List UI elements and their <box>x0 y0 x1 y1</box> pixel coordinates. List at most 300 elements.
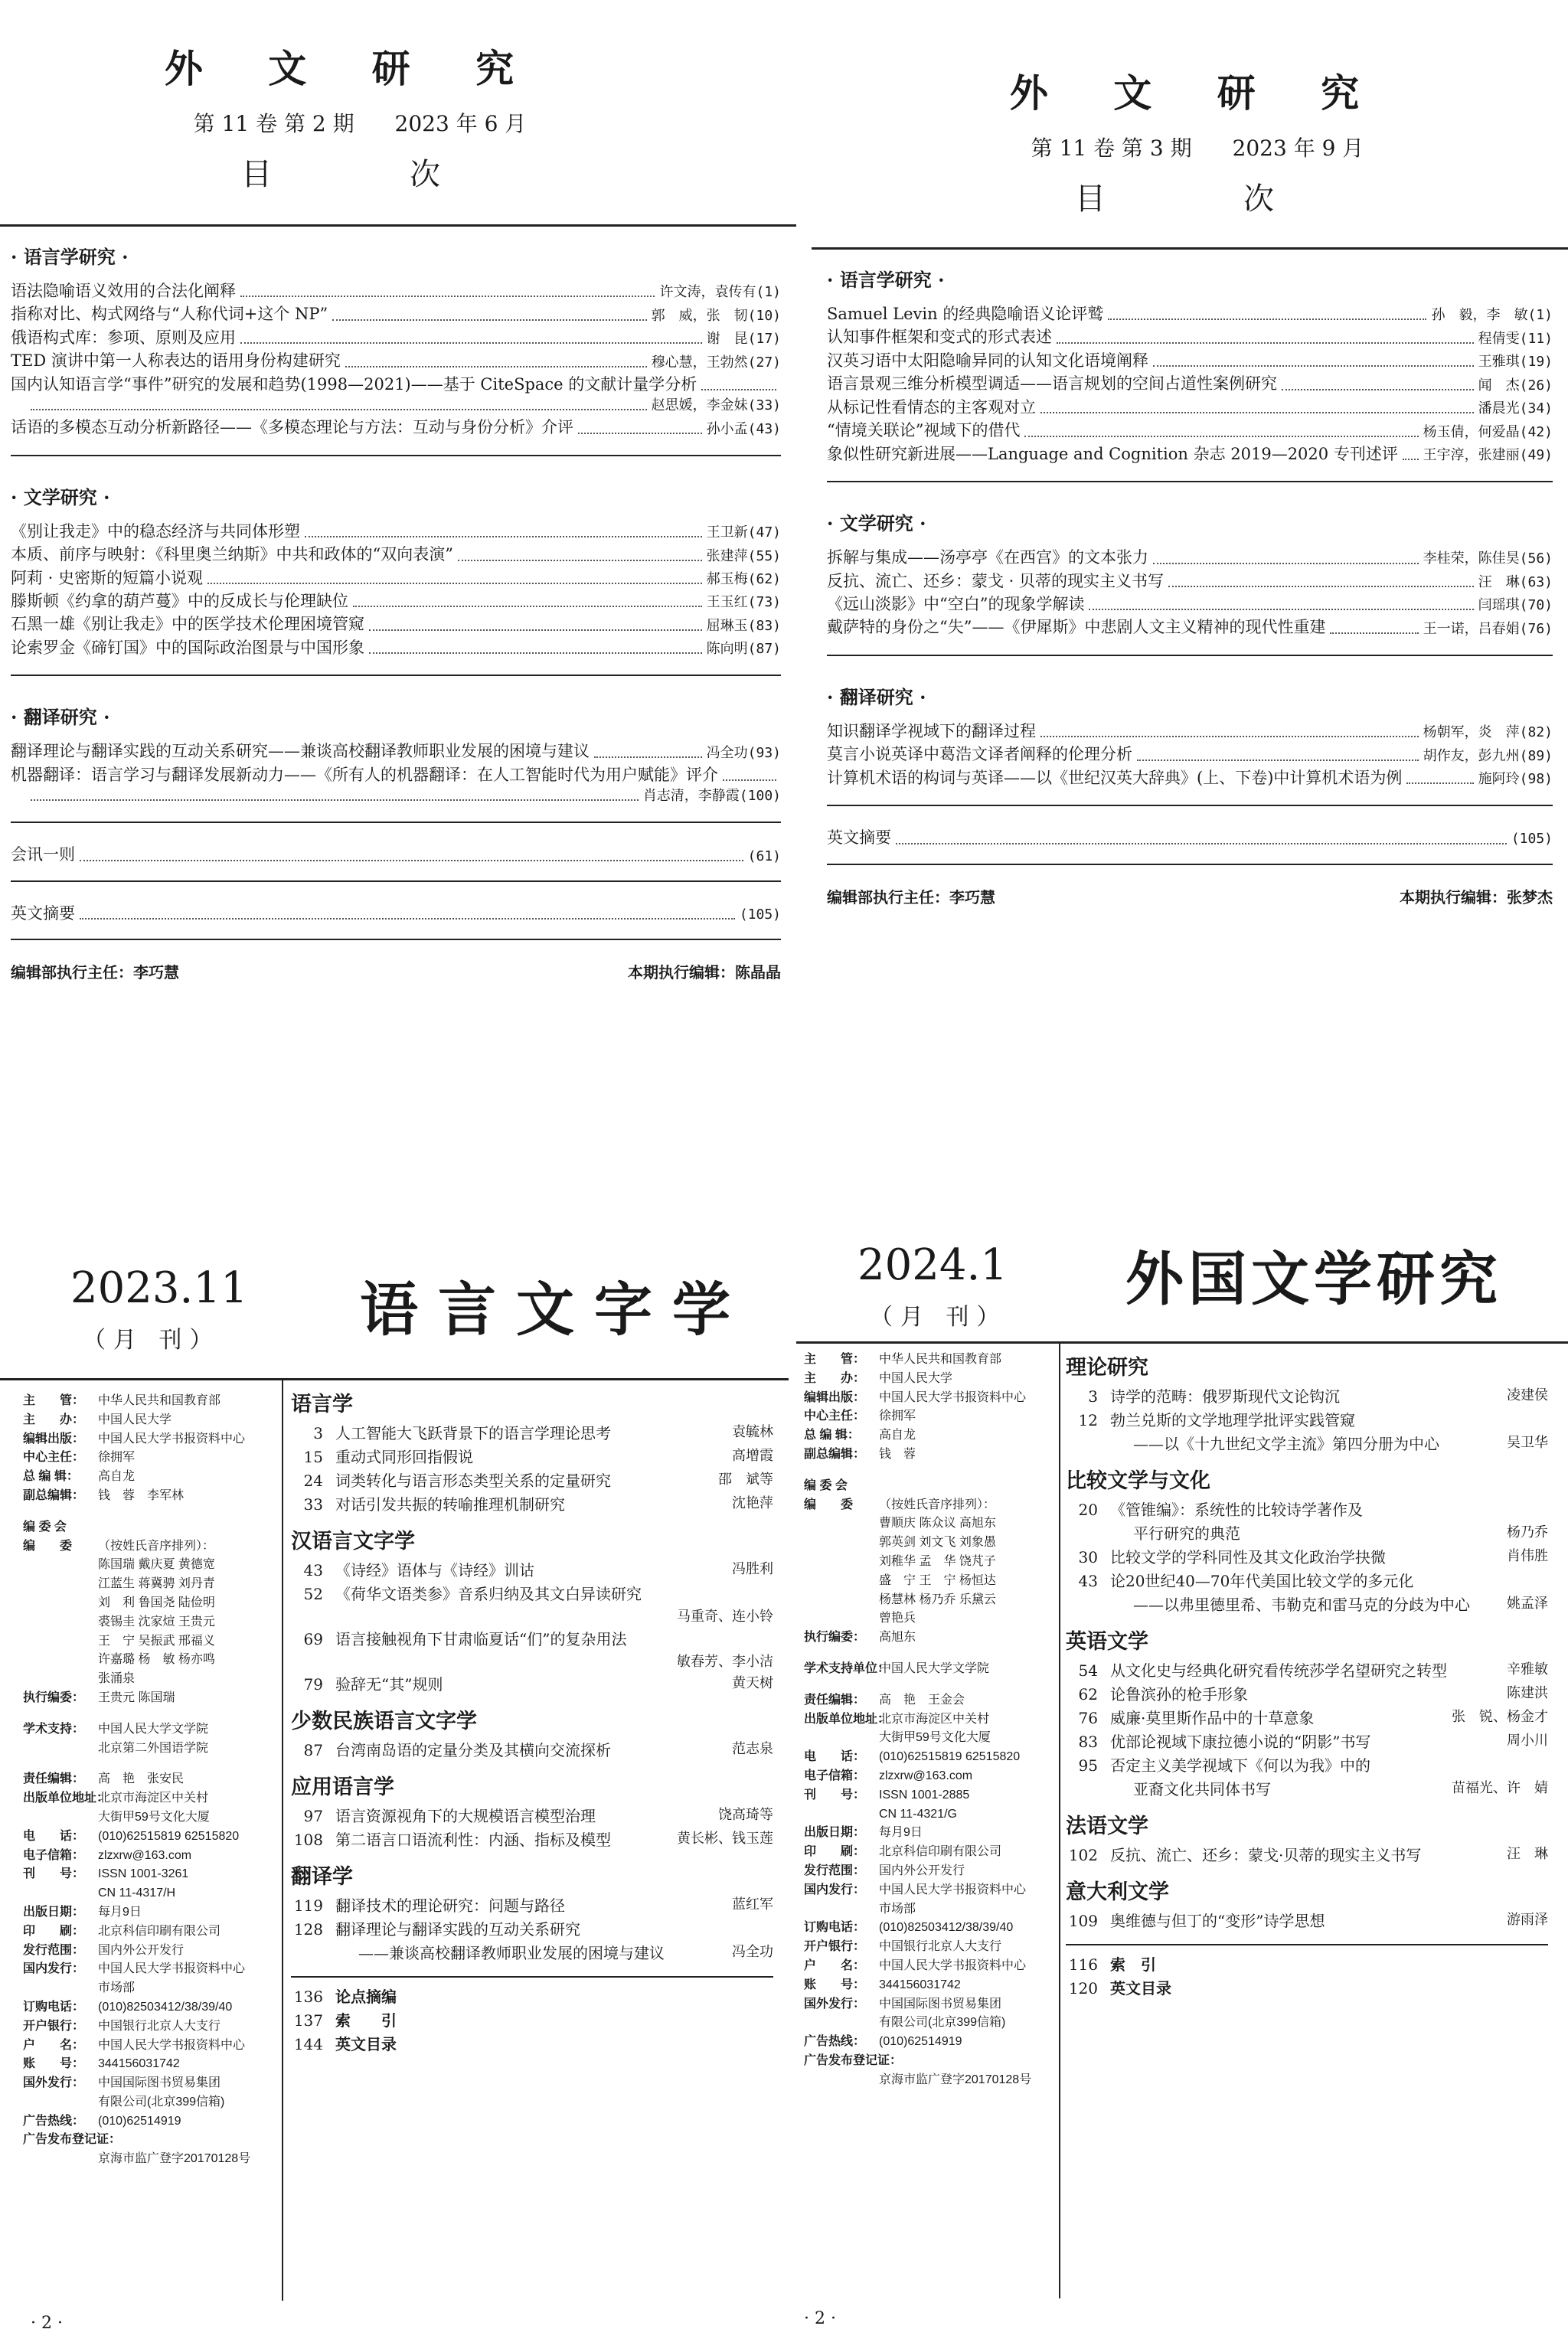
masthead-label <box>23 1632 98 1651</box>
masthead-value: 钱 蓉 李军林 <box>98 1488 185 1502</box>
article-entry[interactable] <box>291 1739 773 1762</box>
masthead-value: 344156031742 <box>879 1978 961 1991</box>
masthead-label <box>23 1594 98 1613</box>
entry-title: 《远山淡影》中“空白”的现象学解读 <box>827 594 1085 613</box>
article-entry[interactable] <box>291 1942 773 1965</box>
masthead-row <box>804 1957 1057 1976</box>
masthead-value: (010)82503412/38/39/40 <box>879 1921 1014 1935</box>
toc-entry[interactable] <box>827 443 1553 466</box>
article-entry[interactable] <box>1066 1909 1548 1933</box>
section-divider <box>827 864 1553 865</box>
article-author: 游雨泽 <box>1507 1912 1548 1928</box>
masthead-label: 出版日期： <box>23 1905 85 1919</box>
section-divider <box>827 805 1553 806</box>
toc-entry-extra[interactable] <box>11 843 781 866</box>
masthead-value: ISSN 1001-2885 <box>879 1788 970 1802</box>
toc-entry[interactable] <box>11 567 781 590</box>
masthead-value: 中国人民大学书报资料中心 <box>879 1390 1027 1404</box>
article-entry[interactable] <box>1066 1570 1548 1593</box>
article-title: 反抗、流亡、还乡：蒙戈·贝蒂的现实主义书写 <box>1110 1846 1422 1864</box>
article-title: 第二语言口语流利性：内涵、指标及模型 <box>335 1830 611 1849</box>
entry-title: TED 演讲中第一人称表达的语用身份构建研究 <box>11 351 341 371</box>
article-title: 亚裔文化共同体书写 <box>1133 1780 1271 1798</box>
tail-entry[interactable] <box>291 2033 773 2056</box>
article-page: 3 <box>313 1424 323 1442</box>
masthead-label: 主 管： <box>23 1394 85 1407</box>
leader-dots <box>207 583 702 584</box>
leader-dots <box>1282 389 1474 390</box>
masthead-row <box>804 1748 1057 1767</box>
masthead-label <box>804 1514 879 1534</box>
toc-entry[interactable] <box>11 279 781 302</box>
masthead-row <box>23 1670 276 1689</box>
tail-title: 索 引 <box>335 2011 397 2030</box>
masthead-label: 主 管： <box>804 1353 866 1366</box>
masthead-row <box>804 1496 1057 1515</box>
masthead-value: 曹顺庆 陈众议 高旭东 <box>879 1517 996 1530</box>
masthead-label: 刊 号： <box>804 1788 866 1802</box>
article-page: 43 <box>303 1561 323 1579</box>
masthead-row <box>804 1628 1057 1648</box>
article-author: 黄天树 <box>732 1674 773 1691</box>
masthead-label: 开户银行： <box>23 2019 85 2033</box>
masthead-row <box>23 1689 276 1708</box>
toc-entry[interactable] <box>11 636 781 659</box>
masthead-row <box>23 2037 276 2056</box>
masthead-row <box>23 1594 276 1613</box>
toc-divider <box>1066 1944 1548 1945</box>
masthead-row <box>804 1938 1057 1957</box>
masthead-value: 刘 利 鲁国尧 陆俭明 <box>98 1596 215 1609</box>
masthead-value: 盛 宁 王 宁 杨恒达 <box>879 1573 996 1587</box>
article-title: 对话引发共振的转喻推理机制研究 <box>335 1495 565 1514</box>
section-heading: · 翻译研究 · <box>827 685 926 708</box>
article-author: 苗福光、许 婧 <box>1452 1780 1548 1796</box>
masthead-value: 中国人民大学书报资料中心 <box>879 1883 1027 1896</box>
masthead-label <box>23 1575 98 1594</box>
masthead-label: 学术支持单位： <box>804 1661 890 1675</box>
masthead-row <box>23 1449 276 1468</box>
section-heading: 比较文学与文化 <box>1066 1469 1210 1493</box>
masthead-value: 中国人民大学文学院 <box>879 1661 990 1675</box>
masthead-label: 账 号： <box>23 2057 85 2071</box>
entry-title: 话语的多模态互动分析新路径——《多模态理论与方法：互动与身份分析》介评 <box>11 418 573 437</box>
article-entry[interactable] <box>1066 1683 1548 1707</box>
masthead-label: 副总编辑： <box>804 1447 866 1461</box>
entry-list <box>827 720 1553 789</box>
toc-entry[interactable] <box>11 786 781 806</box>
masthead-value: 国内外公开发行 <box>879 1864 965 1877</box>
toc-body <box>0 227 796 982</box>
page-number: · 2 · <box>804 2309 836 2328</box>
masthead-value: 北京市海淀区中关村 <box>879 1712 990 1726</box>
masthead-row <box>23 1430 276 1449</box>
article-page: 12 <box>1078 1411 1098 1429</box>
masthead-info <box>23 1392 276 2169</box>
masthead-row <box>804 2033 1057 2052</box>
entry-list <box>827 546 1553 639</box>
masthead-label: 执行编委： <box>23 1690 85 1704</box>
masthead-label <box>23 1651 98 1670</box>
entry-title: 《别让我走》中的稳态经济与共同体形塑 <box>11 521 300 541</box>
toc-entry[interactable] <box>11 302 781 325</box>
article-author: 蓝红军 <box>732 1896 773 1913</box>
chief-editor: 编辑部执行主任：李巧慧 <box>827 887 995 906</box>
leader-dots <box>1153 365 1474 367</box>
masthead-value: （按姓氏音序排列）： <box>879 1498 996 1511</box>
article-entry[interactable] <box>1066 1754 1548 1778</box>
leader-dots <box>1108 318 1426 320</box>
tail-entry[interactable] <box>291 2009 773 2033</box>
masthead-row <box>804 1446 1057 1465</box>
article-page: 87 <box>303 1740 323 1759</box>
article-title: 词类转化与语言形态类型关系的定量研究 <box>335 1472 611 1490</box>
masthead-value: 中国人民大学文学院 <box>98 1722 209 1736</box>
article-author: 吴卫华 <box>1507 1435 1548 1451</box>
article-author: 姚孟泽 <box>1507 1596 1548 1612</box>
article-entry[interactable] <box>291 1422 773 1446</box>
toc-entry-extra[interactable] <box>11 902 781 925</box>
entry-title: 指称对比、构式网络与“人称代词+这个 NP” <box>11 305 328 324</box>
entry-title: 拆解与集成——汤亭亭《在西宫》的文本张力 <box>827 548 1148 567</box>
editor-footer <box>827 885 1553 907</box>
masthead-label: 中心主任： <box>23 1451 85 1465</box>
toc-entry[interactable] <box>827 593 1553 616</box>
leader-dots <box>345 366 647 368</box>
article-entry[interactable] <box>1066 1385 1548 1409</box>
leader-dots <box>332 319 646 321</box>
masthead-label <box>804 1572 879 1591</box>
entry-title: 英文摘要 <box>11 903 75 923</box>
article-author: 马重奇、连小铃 <box>677 1609 773 1625</box>
article-author: 周小川 <box>1507 1733 1548 1749</box>
article-page: 52 <box>303 1585 323 1603</box>
toc-entry[interactable] <box>11 326 781 349</box>
article-page: 69 <box>303 1629 323 1648</box>
masthead-value: 郭英剑 刘文飞 刘象愚 <box>879 1536 996 1550</box>
entry-author-page: 王卫新(47) <box>706 524 781 541</box>
masthead-row <box>23 1556 276 1575</box>
toc-entry[interactable] <box>11 590 781 612</box>
article-title: 奥维德与但丁的“变形”诗学思想 <box>1110 1912 1325 1930</box>
masthead-label: 国内发行： <box>804 1883 866 1896</box>
article-page <box>1066 1593 1098 1617</box>
article-entry[interactable] <box>291 1828 773 1852</box>
masthead-row <box>23 1392 276 1411</box>
article-author: 敏春芳、李小洁 <box>677 1653 773 1670</box>
tail-page: 144 <box>293 2034 323 2053</box>
toc-entry[interactable] <box>827 546 1553 569</box>
masthead-value: 许嘉璐 杨 敏 杨亦鸣 <box>98 1653 215 1667</box>
tail-page: 116 <box>1068 1955 1098 1974</box>
masthead-row <box>804 1389 1057 1408</box>
entry-author-page: 潘晨光(34) <box>1478 400 1553 417</box>
masthead-label <box>804 1553 879 1572</box>
toc-entry[interactable] <box>11 763 781 786</box>
article-entry[interactable] <box>1066 1778 1548 1802</box>
entry-author-page: 王玉红(73) <box>706 594 781 611</box>
toc-entry[interactable] <box>827 766 1553 789</box>
entry-author-page: 谢 昆(17) <box>706 331 781 348</box>
masthead-label: 学术支持： <box>23 1722 85 1736</box>
masthead-label <box>23 1884 98 1903</box>
article-page <box>291 1606 323 1628</box>
leader-dots <box>723 779 776 781</box>
masthead-row <box>804 2071 1057 2090</box>
section-heading: · 翻译研究 · <box>11 706 110 729</box>
section-heading: · 文学研究 · <box>11 485 110 508</box>
toc-entry[interactable] <box>827 616 1553 639</box>
masthead-label: 户 名： <box>804 1958 866 1972</box>
toc-entry[interactable] <box>827 570 1553 593</box>
masthead-row <box>804 1824 1057 1843</box>
article-entry[interactable] <box>291 1583 773 1606</box>
entry-author-page: 孙小孟(43) <box>706 420 781 437</box>
entry-title: 知识翻译学视域下的翻译过程 <box>827 721 1036 740</box>
section-heading: 法语文学 <box>1066 1815 1148 1838</box>
entry-title: 阿莉 · 史密斯的短篇小说观 <box>11 568 204 587</box>
masthead-row <box>804 1919 1057 1938</box>
article-entry[interactable] <box>291 1628 773 1651</box>
leader-dots <box>458 560 702 561</box>
masthead-value: 大街甲59号文化大厦 <box>98 1810 210 1824</box>
masthead-row <box>23 1828 276 1847</box>
contents-heading: 目 次 <box>241 157 494 192</box>
article-title <box>335 1651 671 1673</box>
tail-entry[interactable] <box>1066 1977 1548 2001</box>
masthead-value <box>879 1477 1057 1496</box>
masthead-row <box>23 1740 276 1759</box>
masthead-label: 执行编委： <box>804 1631 866 1645</box>
article-entry[interactable] <box>291 1606 773 1628</box>
article-title: 勃兰兑斯的文学地理学批评实践管窥 <box>1110 1411 1355 1429</box>
entry-title: 从标记性看情态的主客观对立 <box>827 397 1036 416</box>
article-title: 论鲁滨孙的枪手形象 <box>1110 1685 1248 1704</box>
masthead-row <box>804 1843 1057 1862</box>
masthead-row <box>23 1537 276 1557</box>
article-title: 论20世纪40—70年代美国比较文学的多元化 <box>1110 1572 1414 1590</box>
tail-title: 英文目录 <box>335 2034 397 2053</box>
masthead-value <box>879 2052 1057 2071</box>
article-author: 凌建侯 <box>1507 1387 1548 1403</box>
article-entry[interactable] <box>1066 1844 1548 1867</box>
article-entry[interactable] <box>291 1894 773 1918</box>
masthead-value <box>98 2131 276 2150</box>
toc-entry[interactable] <box>11 740 781 763</box>
article-entry[interactable] <box>1066 1730 1548 1754</box>
toc-entry[interactable] <box>11 520 781 543</box>
masthead-label: 编 委 会 <box>804 1478 848 1492</box>
entry-author-page: 孙 毅，李 敏(1) <box>1431 307 1553 324</box>
article-page: 95 <box>1078 1756 1098 1775</box>
article-entry[interactable] <box>291 1469 773 1493</box>
tail-title: 英文目录 <box>1110 1979 1171 1998</box>
issue-date: 2023.11 <box>70 1263 248 1313</box>
leader-dots <box>1403 459 1419 460</box>
entry-title: 计算机术语的构词与英译——以《世纪汉英大辞典》(上、下卷)中计算机术语为例 <box>827 768 1403 787</box>
toc-entry[interactable] <box>827 720 1553 743</box>
masthead-row <box>23 1651 276 1670</box>
issue-editor: 本期执行编辑：陈晶晶 <box>628 963 781 982</box>
article-title: 人工智能大飞跃背景下的语言学理论思考 <box>335 1424 611 1442</box>
entry-title: 会讯一则 <box>11 845 75 864</box>
leader-dots <box>369 629 702 631</box>
masthead-label <box>804 2071 879 2090</box>
article-entry[interactable] <box>291 1493 773 1517</box>
tail-title: 索 引 <box>1110 1955 1156 1974</box>
leader-dots <box>80 860 743 861</box>
entry-list <box>11 740 781 806</box>
toc-entry[interactable] <box>827 325 1553 348</box>
masthead-label: 编 委 会 <box>23 1520 67 1534</box>
toc-entry[interactable] <box>11 416 781 439</box>
masthead-label <box>23 2150 98 2169</box>
volume-issue: 第 11 卷 第 3 期 <box>1031 136 1192 161</box>
section-heading: · 语言学研究 · <box>11 246 129 268</box>
tail-entry[interactable] <box>291 1985 773 2009</box>
masthead-row <box>804 1477 1057 1496</box>
toc-entry[interactable] <box>827 349 1553 372</box>
masthead-value: 王 宁 吴振武 邢福义 <box>98 1634 215 1648</box>
masthead-value: 中华人民共和国教育部 <box>879 1353 1002 1366</box>
article-entry[interactable] <box>291 1673 773 1697</box>
masthead-row <box>804 1591 1057 1610</box>
article-entry[interactable] <box>1066 1593 1548 1617</box>
article-entry[interactable] <box>1066 1432 1548 1456</box>
article-author: 辛雅敏 <box>1507 1661 1548 1677</box>
masthead-row <box>23 1808 276 1828</box>
leader-dots <box>80 918 735 920</box>
article-entry[interactable] <box>1066 1659 1548 1683</box>
article-page: 62 <box>1078 1685 1098 1704</box>
toc-divider <box>291 1976 773 1978</box>
masthead-value: CN 11-4317/H <box>98 1886 176 1900</box>
issue-date: 2024.1 <box>858 1240 1008 1290</box>
section-heading: 应用语言学 <box>291 1775 394 1799</box>
masthead-row <box>804 1729 1057 1748</box>
article-title: 诗学的范畴：俄罗斯现代文论钩沉 <box>1110 1387 1340 1406</box>
article-entry[interactable] <box>291 1651 773 1673</box>
article-page: 109 <box>1068 1912 1098 1930</box>
leader-dots <box>594 756 702 758</box>
masthead-label: 出版单位地址： <box>804 1712 890 1726</box>
masthead-row <box>23 1632 276 1651</box>
toc-entry[interactable] <box>11 373 781 396</box>
article-author: 汪 琳 <box>1507 1846 1548 1862</box>
article-entry[interactable] <box>291 1918 773 1942</box>
toc-entry[interactable] <box>827 302 1553 325</box>
article-entry[interactable] <box>291 1446 773 1469</box>
masthead-row <box>804 1767 1057 1786</box>
masthead-label: 国外发行： <box>23 2076 85 2090</box>
masthead-value: 中国人民大学书报资料中心 <box>98 2038 246 2052</box>
leader-dots <box>31 799 639 801</box>
masthead-value: 京海市监广登字20170128号 <box>879 2073 1032 2086</box>
toc-entry[interactable] <box>827 743 1553 766</box>
article-entry[interactable] <box>291 1559 773 1583</box>
masthead-label <box>804 1591 879 1610</box>
masthead-value: 陈国瑞 戴庆夏 黄德宽 <box>98 1558 215 1572</box>
masthead-info <box>804 1351 1057 2089</box>
masthead-label: 印 刷： <box>23 1924 85 1938</box>
article-entry[interactable] <box>1066 1522 1548 1546</box>
toc-entry[interactable] <box>11 396 781 416</box>
masthead-row <box>23 1865 276 1884</box>
masthead-row <box>804 1995 1057 2014</box>
article-entry[interactable] <box>1066 1546 1548 1570</box>
masthead-value: (010)62514919 <box>98 2114 181 2128</box>
entry-author-page: 穆心慧，王勃然(27) <box>651 354 781 371</box>
masthead-value: （按姓氏音序排列）： <box>98 1539 215 1553</box>
leader-dots <box>305 536 702 537</box>
masthead-label <box>23 1979 98 1998</box>
masthead-label: 广告热线： <box>804 2035 866 2049</box>
entry-author-page: 杨玉倩，何爱晶(42) <box>1423 423 1553 440</box>
frequency: （月 刊） <box>83 1327 220 1354</box>
entry-title: 国内认知语言学“事件”研究的发展和趋势(1998—2021)——基于 CiteSpace 的文献计量学分析 <box>11 374 697 394</box>
leader-dots <box>1137 760 1419 761</box>
masthead-row <box>23 1613 276 1632</box>
leader-dots <box>896 843 1507 844</box>
entry-title: 语法隐喻语义效用的合法化阐释 <box>11 282 236 300</box>
article-entry[interactable] <box>1066 1498 1548 1522</box>
section-heading: 汉语言文字学 <box>291 1530 415 1553</box>
masthead-row <box>804 1660 1057 1679</box>
masthead-row <box>23 1487 276 1506</box>
article-page: 43 <box>1078 1572 1098 1590</box>
entry-title: 反抗、流亡、还乡：蒙戈 · 贝蒂的现实主义书写 <box>827 571 1165 590</box>
toc-entry[interactable] <box>827 372 1553 395</box>
masthead-value: 中华人民共和国教育部 <box>98 1394 221 1407</box>
masthead-row <box>23 1411 276 1430</box>
toc-entry[interactable] <box>11 349 781 372</box>
toc-body <box>812 250 1568 907</box>
tail-entry[interactable] <box>1066 1953 1548 1977</box>
masthead-label: 编辑出版： <box>804 1390 866 1404</box>
article-page: 119 <box>293 1896 323 1915</box>
entry-title: 石黑一雄《别让我走》中的医学技术伦理困境管窥 <box>11 615 364 634</box>
section-divider <box>11 822 781 823</box>
article-page <box>1066 1522 1098 1546</box>
article-entry[interactable] <box>1066 1409 1548 1432</box>
toc-entry[interactable] <box>11 612 781 635</box>
masthead-row <box>23 1770 276 1789</box>
masthead-value: 刘稚华 孟 华 饶芃子 <box>879 1554 996 1568</box>
masthead-label: 中心主任： <box>804 1410 866 1423</box>
masthead-value: 中国人民大学 <box>879 1371 953 1385</box>
toc-entry[interactable] <box>827 419 1553 442</box>
masthead-value: 中国人民大学书报资料中心 <box>98 1962 246 1976</box>
masthead-row <box>23 1942 276 1961</box>
masthead-row <box>23 1518 276 1537</box>
masthead-label <box>23 1808 98 1828</box>
masthead-row <box>23 2017 276 2037</box>
masthead-value: 高 艳 王金会 <box>879 1693 965 1707</box>
masthead-value: 每月9日 <box>879 1826 923 1840</box>
tail-page: 137 <box>293 2011 323 2030</box>
section-heading: 英语文学 <box>1066 1630 1148 1654</box>
masthead-row <box>23 1979 276 1998</box>
toc-entry-extra[interactable] <box>827 826 1553 849</box>
article-page: 108 <box>293 1830 323 1849</box>
article-entry[interactable] <box>1066 1707 1548 1730</box>
masthead-row <box>804 1351 1057 1370</box>
toc-entry[interactable] <box>827 396 1553 419</box>
article-entry[interactable] <box>291 1805 773 1828</box>
leader-dots <box>1057 342 1474 344</box>
toc-entry[interactable] <box>11 543 781 566</box>
masthead-row <box>804 1881 1057 1900</box>
